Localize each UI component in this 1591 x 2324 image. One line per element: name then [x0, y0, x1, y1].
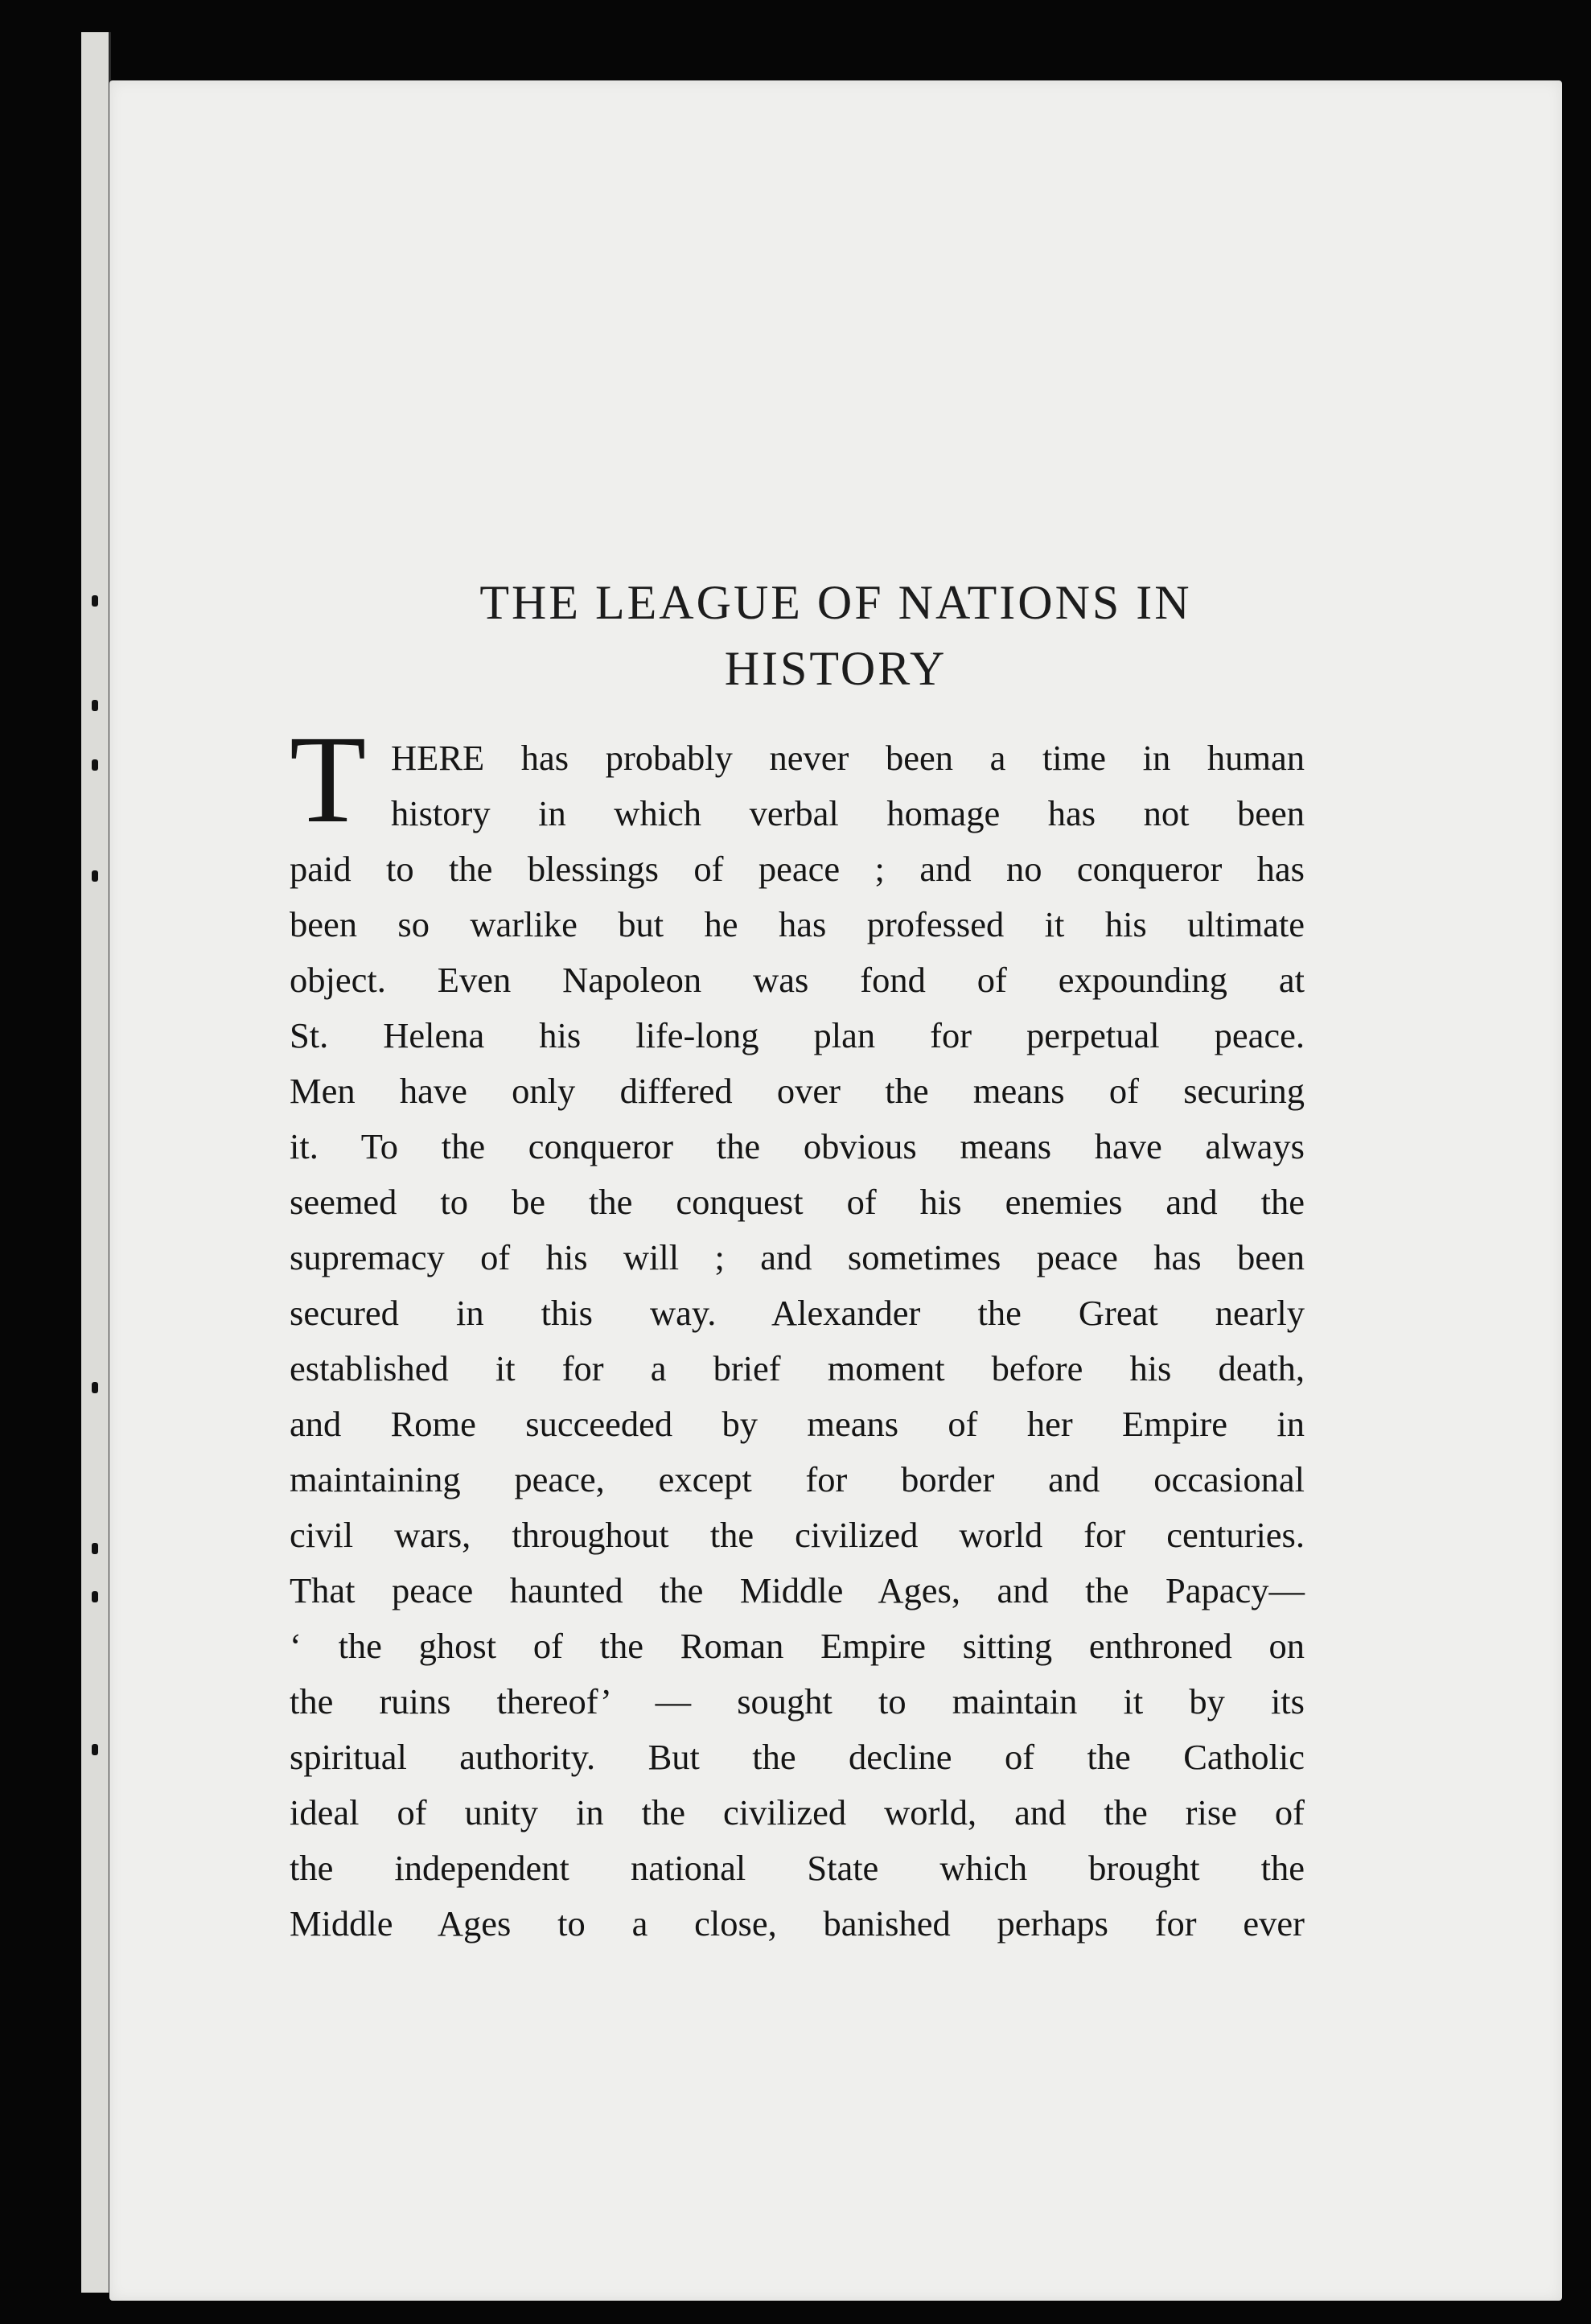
text-line: HERE has probably never been a time in human [391, 738, 1305, 778]
text-line: paid to the blessings of peace ; and no conqueror has [290, 849, 1305, 889]
text-line: St. Helena his life-long plan for perpetual peace. [290, 1015, 1305, 1055]
binding-edge [81, 32, 111, 2293]
edge-speck [92, 700, 98, 711]
edge-speck [92, 870, 98, 882]
text-line: secured in this way. Alexander the Great nearly [290, 1293, 1305, 1333]
text-line: ‘ the ghost of the Roman Empire sitting enthroned on [290, 1626, 1305, 1666]
text-line: and Rome succeeded by means of her Empire in [290, 1404, 1305, 1444]
chapter-title-line: THE LEAGUE OF NATIONS IN [479, 576, 1192, 630]
text-line: been so warlike but he has professed it his ultimate [290, 904, 1305, 944]
drop-cap: T [290, 710, 367, 849]
edge-speck [92, 595, 98, 607]
text-line: Middle Ages to a close, banished perhaps for ever [290, 1903, 1305, 1944]
edge-speck [92, 1591, 98, 1602]
text-line: the independent national State which brought the [290, 1848, 1305, 1888]
text-line: supremacy of his will ; and sometimes peace has been [290, 1237, 1305, 1277]
text-line: civil wars, throughout the civilized world for centuries. [290, 1515, 1305, 1555]
text-line: object. Even Napoleon was fond of expounding at [290, 960, 1305, 1000]
text-line: seemed to be the conquest of his enemies and the [290, 1182, 1305, 1222]
text-line: Men have only differed over the means of securing [290, 1071, 1305, 1111]
edge-speck [92, 1744, 98, 1755]
chapter-title-line: HISTORY [724, 642, 948, 696]
edge-speck [92, 1382, 98, 1393]
text-line: it. To the conqueror the obvious means have always [290, 1126, 1305, 1166]
body-paragraph [290, 730, 1305, 1952]
text-line: spiritual authority. But the decline of the Catholic [290, 1737, 1305, 1777]
chapter-title [109, 570, 1562, 701]
text-line: maintaining peace, except for border and occasional [290, 1459, 1305, 1499]
text-line: the ruins thereof’ — sought to maintain it by its [290, 1681, 1305, 1721]
edge-speck [92, 759, 98, 771]
text-line: history in which verbal homage has not been [391, 793, 1305, 833]
text-line: ideal of unity in the civilized world, and the rise of [290, 1792, 1305, 1832]
text-line: That peace haunted the Middle Ages, and the Papacy— [290, 1570, 1305, 1610]
edge-speck [92, 1543, 98, 1554]
text-line: established it for a brief moment before his death, [290, 1348, 1305, 1388]
